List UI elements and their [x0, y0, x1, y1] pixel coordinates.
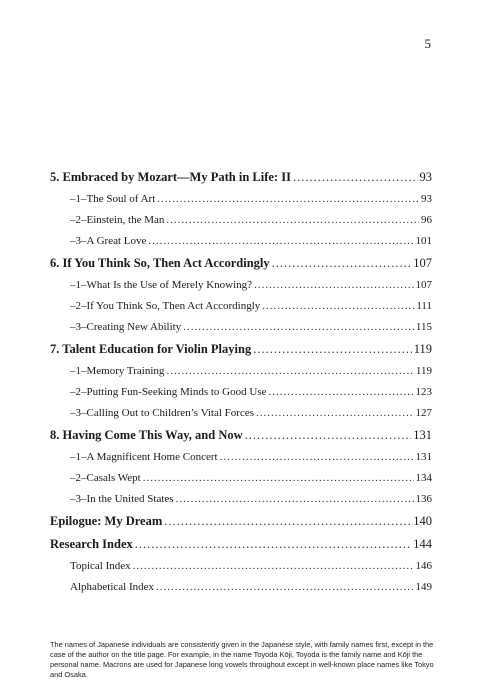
toc-section-number: –2– — [70, 472, 87, 484]
toc-section-entry — [50, 556, 432, 577]
toc-dot-leader — [220, 447, 414, 468]
toc-page-number: 127 — [415, 407, 432, 419]
toc-entry-title: 8. Having Come This Way, and Now — [50, 428, 243, 442]
toc-dot-leader — [245, 424, 412, 447]
toc-chapter-entry — [50, 424, 432, 447]
toc-dot-leader — [262, 296, 414, 317]
toc-section-entry — [50, 275, 432, 296]
toc-entry-title: Alphabetical Index — [70, 581, 154, 593]
toc-page-number: 93 — [421, 193, 432, 205]
toc-dot-leader — [254, 275, 413, 296]
toc-page-number: 107 — [413, 256, 432, 270]
toc-dot-leader — [133, 556, 414, 577]
toc-dot-leader — [166, 361, 413, 382]
toc-entry-title: If You Think So, Then Act Accordingly — [86, 300, 261, 312]
toc-entry-title: Topical Index — [70, 560, 131, 572]
toc-page-number: 115 — [415, 321, 432, 333]
toc-dot-leader — [164, 510, 411, 533]
toc-section-entry — [50, 468, 432, 489]
page-number: 5 — [424, 36, 431, 51]
toc-page-number: 134 — [415, 472, 432, 484]
toc-dot-leader — [148, 231, 413, 252]
toc-page-number: 146 — [415, 560, 432, 572]
toc-section-entry — [50, 317, 432, 338]
toc-section-entry — [50, 447, 432, 468]
toc-dot-leader — [268, 382, 413, 403]
toc-section-entry — [50, 403, 432, 424]
toc-chapter-entry — [50, 510, 432, 533]
toc-dot-leader — [272, 252, 412, 275]
toc-dot-leader — [183, 317, 414, 338]
toc-page-number: 131 — [413, 428, 432, 442]
toc-entry-title: Memory Training — [86, 365, 165, 377]
toc-entry-title: 5. Embraced by Mozart—My Path in Life: II — [50, 170, 291, 184]
toc-page-number: 93 — [419, 170, 432, 184]
toc-section-number: –1– — [70, 365, 87, 377]
toc-entry-title: A Magnificent Home Concert — [86, 451, 218, 463]
toc-page-number: 96 — [421, 214, 432, 226]
toc-section-number: –3– — [70, 235, 87, 247]
toc-chapter-entry — [50, 166, 432, 189]
toc-section-number: –2– — [70, 300, 87, 312]
toc-entry-title: Creating New Ability — [86, 321, 182, 333]
toc-page-number: 107 — [415, 279, 432, 291]
toc-entry-title: Epilogue: My Dream — [50, 514, 163, 528]
toc-section-entry — [50, 210, 432, 231]
toc-entry-title: Casals Wept — [86, 472, 141, 484]
toc-entry-title: The Soul of Art — [86, 193, 156, 205]
toc-section-entry — [50, 577, 432, 598]
toc-chapter-entry — [50, 338, 432, 361]
toc-entry-title: A Great Love — [86, 235, 147, 247]
table-of-contents — [50, 166, 432, 598]
footnote: The names of Japanese individuals are consistently given in the Japanese style, with family names first, except in the case of the author on the title page. For example, in the name Toyoda Kōji, Toyoda is the family name and Kōji the personal name. Macrons are used for Japanese long vowels throughout except in well-known place names like Tokyo and Osaka. — [50, 640, 434, 679]
toc-entry-title: 7. Talent Education for Violin Playing — [50, 342, 252, 356]
toc-page-number: 131 — [415, 451, 432, 463]
toc-section-entry — [50, 489, 432, 510]
toc-page-number: 136 — [415, 493, 432, 505]
toc-page-number: 149 — [415, 581, 432, 593]
toc-section-entry — [50, 231, 432, 252]
toc-dot-leader — [166, 210, 419, 231]
toc-section-number: –3– — [70, 493, 87, 505]
toc-chapter-entry — [50, 252, 432, 275]
toc-section-number: –3– — [70, 407, 87, 419]
toc-section-entry — [50, 296, 432, 317]
toc-section-number: –3– — [70, 321, 87, 333]
toc-section-entry — [50, 189, 432, 210]
toc-entry-title: In the United States — [86, 493, 174, 505]
toc-dot-leader — [157, 189, 419, 210]
toc-entry-title: Research Index — [50, 537, 133, 551]
toc-page-number: 119 — [413, 342, 432, 356]
toc-page-number: 111 — [416, 300, 432, 312]
toc-section-number: –1– — [70, 451, 87, 463]
toc-section-number: –1– — [70, 193, 87, 205]
toc-section-entry — [50, 382, 432, 403]
toc-page-number: 140 — [413, 514, 432, 528]
toc-entry-title: Einstein, the Man — [86, 214, 165, 226]
toc-entry-title: 6. If You Think So, Then Act Accordingly — [50, 256, 270, 270]
toc-dot-leader — [176, 489, 414, 510]
toc-section-number: –2– — [70, 386, 87, 398]
toc-page-number: 144 — [413, 537, 432, 551]
toc-section-entry — [50, 361, 432, 382]
toc-dot-leader — [156, 577, 414, 598]
toc-chapter-entry — [50, 533, 432, 556]
toc-dot-leader — [256, 403, 414, 424]
toc-dot-leader — [253, 338, 412, 361]
toc-page-number: 101 — [415, 235, 432, 247]
toc-dot-leader — [293, 166, 418, 189]
toc-entry-title: Putting Fun-Seeking Minds to Good Use — [86, 386, 267, 398]
toc-dot-leader — [135, 533, 411, 556]
toc-dot-leader — [143, 468, 414, 489]
toc-page-number: 119 — [415, 365, 432, 377]
toc-section-number: –1– — [70, 279, 87, 291]
toc-entry-title: What Is the Use of Merely Knowing? — [86, 279, 253, 291]
toc-page-number: 123 — [415, 386, 432, 398]
toc-section-number: –2– — [70, 214, 87, 226]
toc-entry-title: Calling Out to Children’s Vital Forces — [86, 407, 254, 419]
